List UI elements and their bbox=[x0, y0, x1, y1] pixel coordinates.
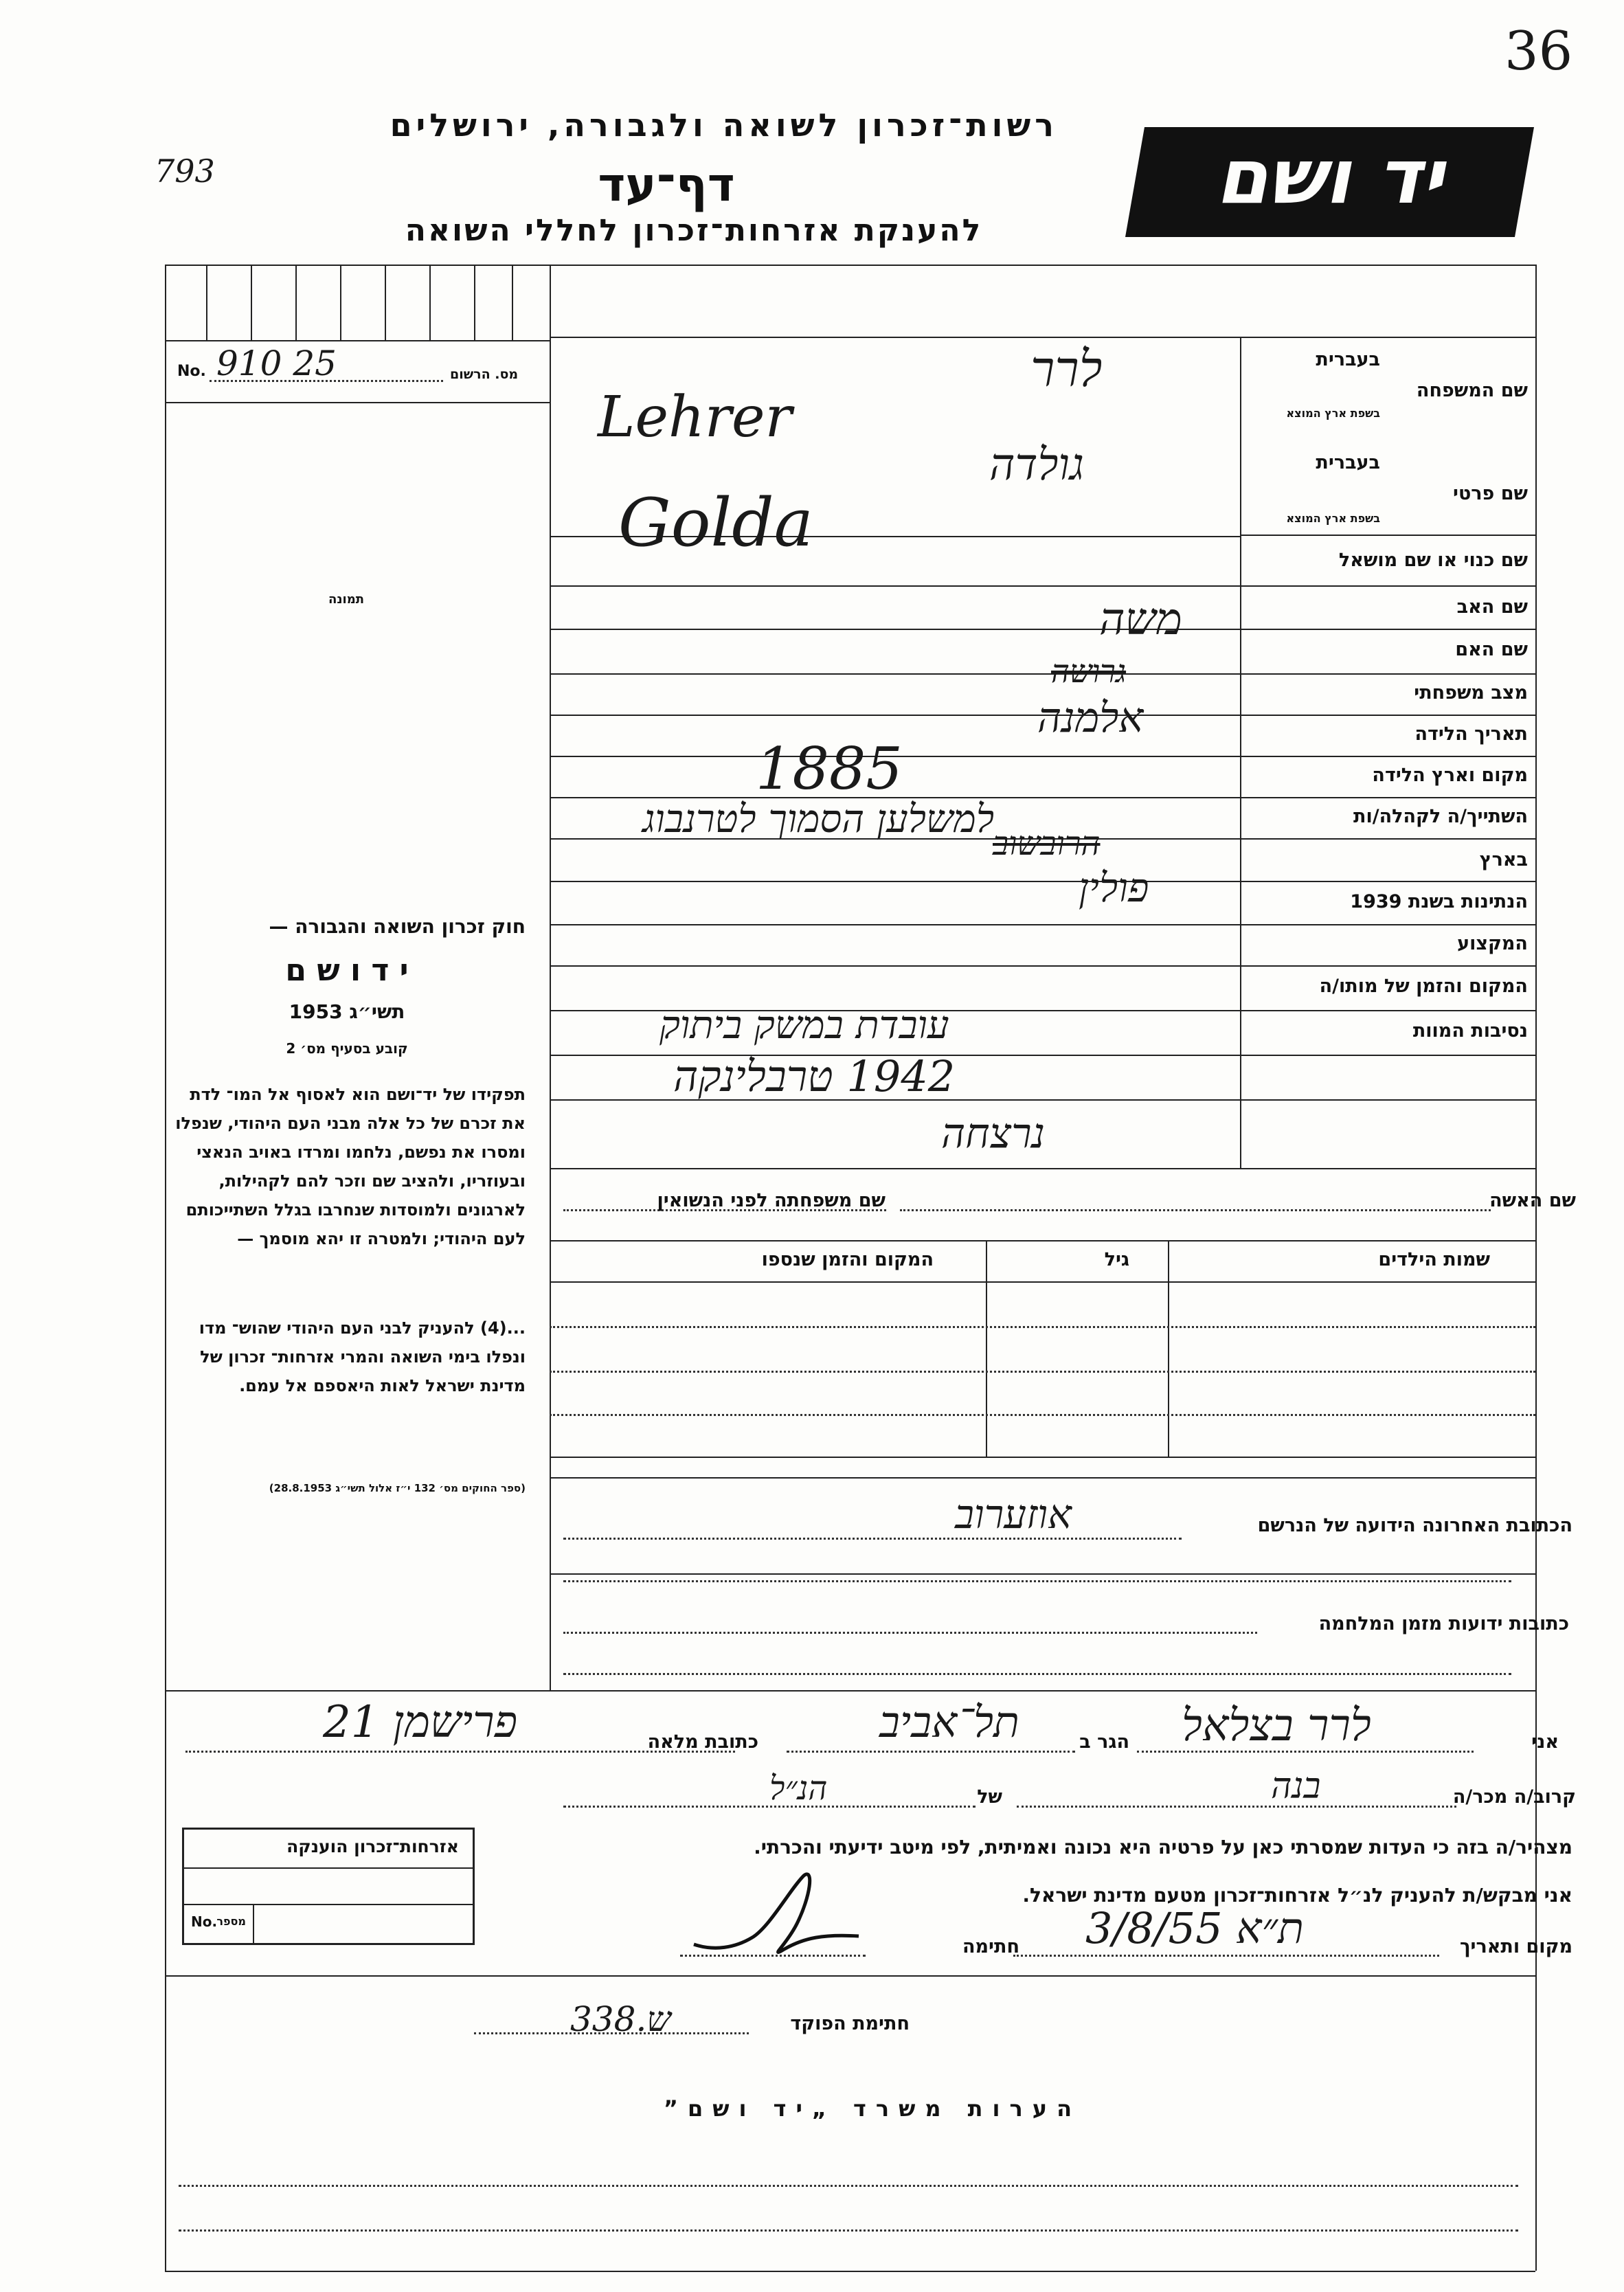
signature-label: חתימה bbox=[962, 1936, 1019, 1957]
yad-vashem-logo bbox=[1125, 127, 1534, 237]
community-label: השתייך/ה לקהלה/ות bbox=[1353, 806, 1528, 827]
first-name-in-hebrew-label: בעברית bbox=[1316, 452, 1380, 473]
form-subtitle: להענקת אזרחות־זכרון לחללי השואה bbox=[405, 213, 983, 248]
first-name-label: שם פרטי bbox=[1453, 483, 1528, 504]
officer-signature-label: חתימת הפוקד bbox=[790, 2013, 910, 2034]
mother-name-label: שם האם bbox=[1455, 639, 1528, 660]
wife-name-label: שם האשה bbox=[1489, 1190, 1576, 1211]
citizenship-1939-label: הנתינות בשנת 1939 bbox=[1350, 891, 1528, 912]
relative-label: קרוב/ה מכר/ה bbox=[1452, 1786, 1576, 1808]
full-address-label: כתובת מלאה bbox=[647, 1731, 758, 1753]
office-notes-title: הערות משרד „יד ושם” bbox=[663, 2096, 1082, 2122]
authority-title: רשות־זכרון לשואה ולגבורה, ירושלים bbox=[390, 106, 1058, 144]
declaration-text: מצהיר/ה בזה כי העדות שמסרתי כאן על פרטיה היא נכונה ואמיתית, לפי מיטב ידיעתי והכרתי. bbox=[754, 1836, 1572, 1858]
father-name-value: משה bbox=[1099, 594, 1182, 645]
family-name-hebrew-value: לרר bbox=[1030, 340, 1103, 398]
place-date-label: מקום ותאריך bbox=[1459, 1936, 1572, 1957]
request-text: אני מבקש/ת להעניק לנ״ל אזרחות־זכרון מטעם מדינת ישראל. bbox=[1022, 1884, 1572, 1907]
family-name-origin-lang-label: בשפת ארץ המוצא bbox=[1286, 407, 1380, 420]
children-death-header: המקום והזמן שנספו bbox=[761, 1249, 934, 1270]
law-paragraph-2: ...(4) להעניק לבני העם היהודי שהוש־ מדו ונפלו בימי השואה והמרי אזרחות־ זכרון של מדינת ישראל לאות היאספם אל עמם. bbox=[199, 1318, 526, 1395]
law-paragraph-1: תפקידו של יד־ושם הוא לאסוף אל המו־ לדת את זכרם של כל אלה מבני העם היהודי, שנפלו ומסרו את נפשם, נלחמו ומרדו באויב הנאצי ובעוזריו, ולהציב שם וזכר להם לקהילות, לארגונים ולמוסדות שנחרבו בגלל השתייכותם לעם היהודי; ולמטרה זו יהא מוסמך — bbox=[175, 1085, 526, 1248]
reg-number-value: 910 25 bbox=[216, 344, 337, 383]
country-label: בארץ bbox=[1479, 849, 1528, 870]
death-place-label: המקום והזמן של מותו/ה bbox=[1319, 976, 1528, 997]
birth-place-value: למשלען הסמוך לטרנבוג bbox=[642, 797, 995, 842]
family-name-origin-value: Lehrer bbox=[598, 385, 792, 450]
declarant-resides-label: הגר ב bbox=[1079, 1731, 1129, 1753]
reg-no-label: No. bbox=[177, 363, 206, 380]
law-year: תשי״ג 1953 bbox=[289, 1000, 405, 1023]
law-citation: (ספר החוקים מס׳ 132 י״ז אלול תשי״ג 28.8.1953) bbox=[269, 1482, 526, 1494]
logo-text: יד ושם bbox=[1215, 133, 1444, 221]
citizenship-box-number-label: מספר bbox=[216, 1915, 246, 1928]
death-circumstances-label: נסיבות המוות bbox=[1412, 1020, 1528, 1042]
children-names-header: שמות הילדים bbox=[1378, 1249, 1490, 1270]
top-left-number: 793 bbox=[155, 153, 215, 190]
wife-maiden-name-label: שם משפחתה לפני הנשואין bbox=[657, 1190, 886, 1211]
birth-date-label: תאריך הלידה bbox=[1414, 723, 1528, 745]
community-value: הרובשוב bbox=[993, 824, 1101, 863]
nickname-label: שם כנוי או שם מושאל bbox=[1338, 550, 1528, 571]
declarant-city-value: תל־אביב bbox=[879, 1697, 1019, 1747]
birth-date-value: 1885 bbox=[756, 735, 903, 802]
declarant-signature bbox=[687, 1869, 866, 1968]
last-address-label: הכתובת האחרונה הידועה של הנרשם bbox=[1257, 1515, 1572, 1536]
place-date-value: ת״א 3/8/55 bbox=[1085, 1903, 1304, 1953]
profession-value: עובדת במשק ביתוק bbox=[659, 1003, 949, 1048]
country-value: פולין bbox=[1079, 864, 1149, 911]
officer-signature-value: ש.338 bbox=[570, 1999, 671, 2039]
war-addresses-label: כתובות ידועות מזמן המלחמה bbox=[1318, 1613, 1569, 1634]
citizenship-granted-box bbox=[182, 1828, 475, 1945]
birth-place-label: מקום וארץ הלידה bbox=[1372, 765, 1528, 786]
photo-label: תמונה bbox=[328, 592, 365, 607]
declarant-i-label: אני bbox=[1531, 1731, 1559, 1753]
citizenship-box-no-label: No. bbox=[191, 1913, 218, 1930]
first-name-origin-lang-label: בשפת ארץ המוצא bbox=[1286, 512, 1380, 525]
declarant-address-value: פרישמן 21 bbox=[323, 1697, 518, 1748]
last-address-value: אוזערוב bbox=[955, 1491, 1072, 1538]
law-title: חוק זכרון השואה והגבורה — bbox=[269, 915, 526, 938]
page-number: 36 bbox=[1504, 21, 1573, 82]
father-name-label: שם האב bbox=[1456, 596, 1528, 618]
relation-value: בנה bbox=[1271, 1766, 1321, 1807]
death-place-value: 1942 טרבלינקה bbox=[673, 1051, 956, 1101]
first-name-origin-value: Golda bbox=[618, 484, 813, 561]
family-name-in-hebrew-label: בעברית bbox=[1316, 349, 1380, 370]
declarant-name-value: לרר בצלאל bbox=[1182, 1700, 1371, 1751]
first-name-hebrew-value: גולדה bbox=[989, 440, 1084, 491]
form-title: דף־עד bbox=[598, 158, 735, 212]
profession-label: המקצוע bbox=[1457, 933, 1528, 954]
of-value: הנ״ל bbox=[769, 1769, 828, 1808]
marital-status-value: אלמנה bbox=[1037, 694, 1144, 742]
family-name-label: שם המשפחה bbox=[1416, 380, 1528, 401]
law-section: קובע בסעיף מס׳ 2 bbox=[286, 1040, 408, 1057]
marital-status-label: מצב משפחתי bbox=[1414, 682, 1528, 704]
citizenship-box-title: אזרחות־זכרון הוענקה bbox=[286, 1836, 459, 1856]
children-age-header: גיל bbox=[1104, 1249, 1129, 1270]
law-yad-vashem: י ד ו ש ם bbox=[285, 953, 409, 988]
of-label: של bbox=[977, 1786, 1002, 1808]
marital-status-struck-value: גרושה bbox=[1051, 653, 1127, 690]
death-circumstances-value: נרצחה bbox=[941, 1110, 1046, 1158]
reg-label: מס. הרשום bbox=[450, 367, 519, 382]
